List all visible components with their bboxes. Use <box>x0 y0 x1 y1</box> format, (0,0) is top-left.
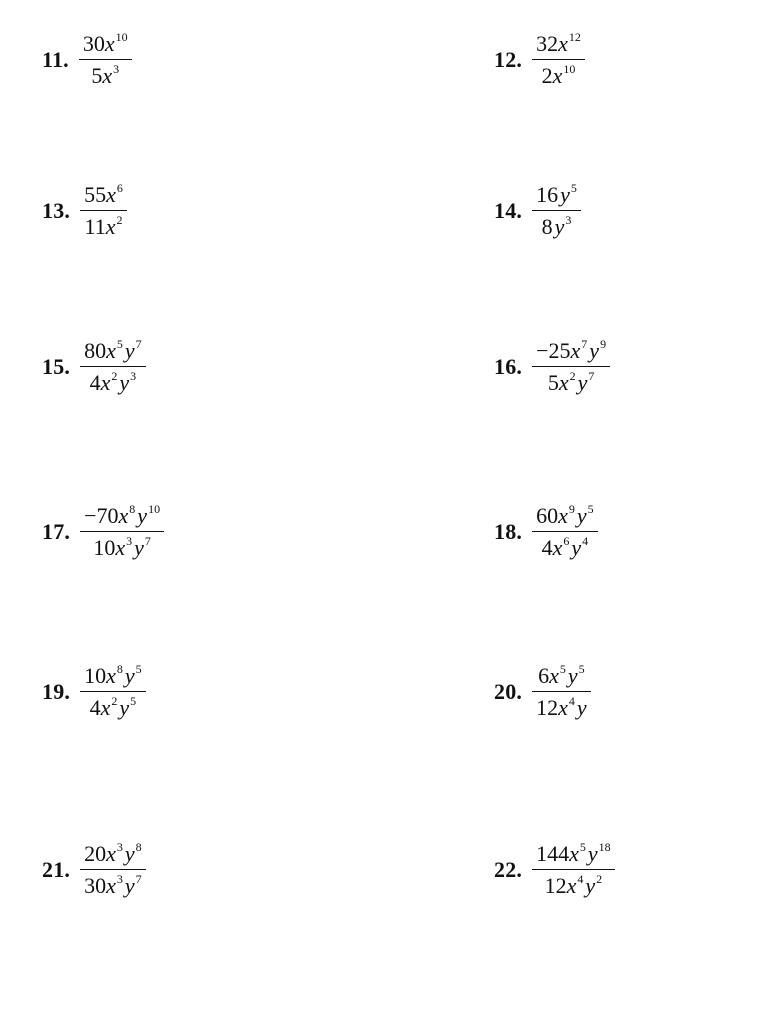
coefficient: 8 <box>541 214 553 240</box>
fraction <box>532 30 585 89</box>
variable-x: x <box>106 182 116 207</box>
variable-x: x <box>549 663 559 688</box>
problem-number: 20. <box>494 679 523 705</box>
numerator <box>532 181 581 210</box>
variable-x: x <box>102 63 113 89</box>
exponent: 9 <box>600 337 607 351</box>
variable-y: y <box>576 695 587 721</box>
variable-x: x <box>552 535 563 561</box>
problem-17 <box>42 502 164 561</box>
problem-number: 13. <box>42 198 71 224</box>
variable-y: y <box>119 695 130 721</box>
problem-19 <box>42 662 146 721</box>
numerator <box>532 502 598 531</box>
variable-y: y <box>577 370 588 396</box>
problem-12 <box>494 30 585 89</box>
exponent: 3 <box>130 369 137 384</box>
problem-number: 21. <box>42 857 71 883</box>
exponent: 4 <box>568 694 575 709</box>
exponent: 3 <box>116 872 123 887</box>
coefficient: 4 <box>89 370 101 396</box>
problem-number: 15. <box>42 354 71 380</box>
variable-y: y <box>571 535 582 561</box>
variable-y: y <box>137 503 148 528</box>
variable-x: x <box>558 695 568 721</box>
problem-number: 19. <box>42 679 71 705</box>
problem-number: 11. <box>42 47 69 73</box>
variable-x: x <box>106 338 116 363</box>
variable-x: x <box>558 31 568 56</box>
denominator <box>538 211 576 238</box>
exponent: 2 <box>116 213 123 228</box>
variable-y: y <box>124 338 135 363</box>
denominator <box>86 692 141 719</box>
coefficient: 12 <box>536 695 559 721</box>
variable-x: x <box>118 503 129 528</box>
variable-x: x <box>558 503 568 528</box>
numerator <box>80 337 146 366</box>
fraction <box>80 502 164 561</box>
variable-y: y <box>560 182 570 207</box>
coefficient: 12 <box>544 873 567 899</box>
problem-11 <box>42 30 132 89</box>
exponent: 5 <box>579 840 586 854</box>
exponent: 6 <box>563 534 570 549</box>
denominator <box>89 532 155 559</box>
exponent: 8 <box>135 840 142 854</box>
exponent: 10 <box>148 502 161 516</box>
variable-x: x <box>570 338 581 363</box>
problem-number: 17. <box>42 519 71 545</box>
denominator <box>81 211 127 238</box>
exponent: 7 <box>144 534 151 549</box>
coefficient: 2 <box>541 63 553 89</box>
numerator <box>532 840 615 869</box>
exponent: 2 <box>111 694 118 709</box>
exponent: 3 <box>565 213 572 228</box>
numerator <box>79 30 132 59</box>
numerator <box>80 662 146 691</box>
problem-21 <box>42 840 146 899</box>
fraction <box>80 840 146 899</box>
coefficient: 32 <box>536 31 559 56</box>
exponent: 7 <box>588 369 595 384</box>
variable-y: y <box>124 873 135 899</box>
variable-y: y <box>576 503 587 528</box>
denominator <box>80 870 146 897</box>
variable-y: y <box>119 370 130 396</box>
exponent: 2 <box>111 369 118 384</box>
variable-y: y <box>134 535 144 561</box>
denominator <box>86 367 141 394</box>
variable-x: x <box>100 695 111 721</box>
exponent: 5 <box>578 662 585 676</box>
coefficient: 11 <box>84 214 106 240</box>
exponent: 3 <box>126 534 133 549</box>
coefficient: 55 <box>84 182 107 207</box>
fraction <box>532 502 598 561</box>
fraction <box>532 337 610 396</box>
exponent: 5 <box>570 181 577 195</box>
variable-x: x <box>100 370 111 396</box>
coefficient: 10 <box>84 663 107 688</box>
variable-x: x <box>105 214 116 240</box>
coefficient: 30 <box>82 31 105 56</box>
variable-y: y <box>124 663 135 688</box>
problem-number: 22. <box>494 857 523 883</box>
variable-y: y <box>585 873 596 899</box>
exponent: 5 <box>116 337 123 351</box>
coefficient: 60 <box>536 503 559 528</box>
problem-number: 18. <box>494 519 523 545</box>
coefficient: −25 <box>536 338 571 363</box>
exponent: 18 <box>598 840 611 854</box>
exponent: 3 <box>116 840 123 854</box>
exponent: 5 <box>135 662 142 676</box>
coefficient: 4 <box>89 695 101 721</box>
variable-x: x <box>552 63 563 89</box>
exponent: 6 <box>116 181 123 195</box>
fraction <box>532 840 615 899</box>
exponent: 5 <box>559 662 566 676</box>
denominator <box>538 532 593 559</box>
variable-x: x <box>569 841 579 866</box>
denominator <box>541 870 607 897</box>
coefficient: 10 <box>93 535 116 561</box>
problem-number: 14. <box>494 198 523 224</box>
coefficient: 4 <box>541 535 553 561</box>
exponent: 8 <box>129 502 136 516</box>
coefficient: 16 <box>536 182 559 207</box>
denominator <box>538 60 580 87</box>
exponent: 2 <box>596 872 603 887</box>
variable-y: y <box>589 338 600 363</box>
numerator <box>80 840 146 869</box>
numerator <box>80 502 164 531</box>
exponent: 5 <box>587 502 594 516</box>
fraction <box>532 181 581 240</box>
variable-x: x <box>115 535 126 561</box>
variable-y: y <box>567 663 578 688</box>
problem-18 <box>494 502 598 561</box>
coefficient: 5 <box>91 63 103 89</box>
variable-x: x <box>566 873 577 899</box>
denominator <box>87 60 123 87</box>
exponent: 7 <box>581 337 588 351</box>
exponent: 10 <box>115 30 128 44</box>
exponent: 10 <box>563 62 576 77</box>
variable-y: y <box>554 214 565 240</box>
problem-22 <box>494 840 615 899</box>
exponent: 8 <box>116 662 123 676</box>
denominator <box>544 367 599 394</box>
variable-x: x <box>106 841 116 866</box>
problem-14 <box>494 181 581 240</box>
exponent: 2 <box>569 369 576 384</box>
variable-y: y <box>587 841 598 866</box>
exponent: 3 <box>113 62 120 77</box>
exponent: 5 <box>130 694 137 709</box>
problem-number: 16. <box>494 354 523 380</box>
denominator <box>532 692 591 719</box>
variable-x: x <box>106 873 116 899</box>
problem-20 <box>494 662 591 721</box>
coefficient: 6 <box>538 663 550 688</box>
variable-x: x <box>106 663 116 688</box>
exponent: 12 <box>568 30 581 44</box>
problem-number: 12. <box>494 47 523 73</box>
numerator <box>80 181 127 210</box>
exponent: 4 <box>582 534 589 549</box>
numerator <box>534 662 589 691</box>
exponent: 7 <box>135 337 142 351</box>
fraction <box>80 181 127 240</box>
fraction <box>80 662 146 721</box>
coefficient: 144 <box>536 841 570 866</box>
variable-x: x <box>104 31 115 56</box>
exponent: 4 <box>577 872 584 887</box>
problem-16 <box>494 337 610 396</box>
fraction <box>80 337 146 396</box>
fraction <box>79 30 132 89</box>
variable-y: y <box>124 841 135 866</box>
coefficient: 30 <box>84 873 107 899</box>
coefficient: 80 <box>84 338 107 363</box>
numerator <box>532 30 585 59</box>
coefficient: −70 <box>84 503 119 528</box>
numerator <box>532 337 610 366</box>
variable-x: x <box>558 370 569 396</box>
coefficient: 5 <box>547 370 559 396</box>
problem-13 <box>42 181 127 240</box>
fraction <box>532 662 591 721</box>
problem-15 <box>42 337 146 396</box>
exponent: 7 <box>135 872 142 887</box>
exponent: 9 <box>568 502 575 516</box>
coefficient: 20 <box>84 841 107 866</box>
